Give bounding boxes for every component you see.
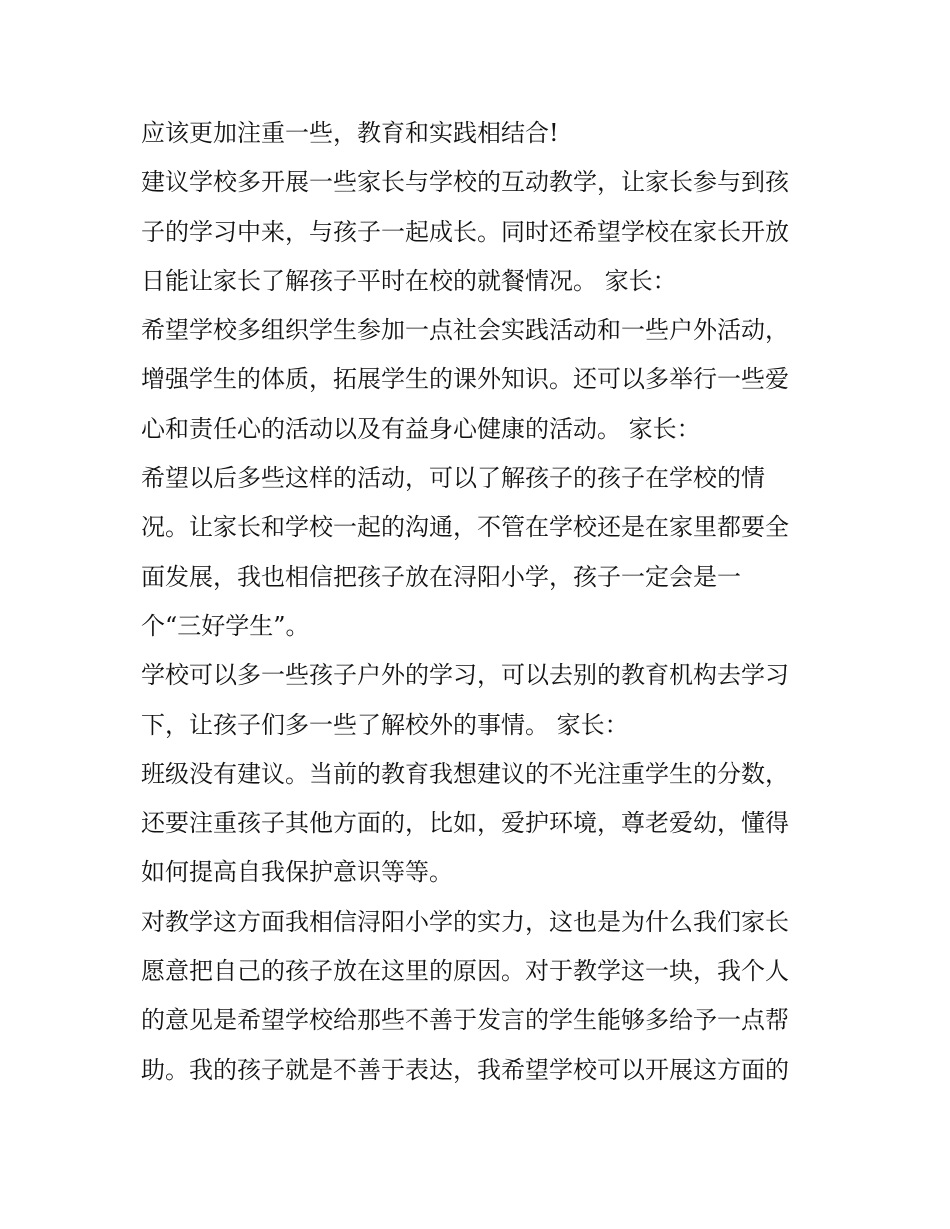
text-line: 日能让家长了解孩子平时在校的就餐情况。 家长： bbox=[141, 266, 677, 295]
text-line: 个“三好学生”。 bbox=[141, 611, 310, 640]
text-line: 面发展，我也相信把孩子放在浔阳小学，孩子一定会是一 bbox=[141, 562, 741, 591]
text-line: 愿意把自己的孩子放在这里的原因。对于教学这一块，我个人 bbox=[141, 957, 789, 986]
text-line: 班级没有建议。当前的教育我想建议的不光注重学生的分数， bbox=[141, 759, 789, 788]
text-line: 况。让家长和学校一起的沟通，不管在学校还是在家里都要全 bbox=[141, 513, 789, 542]
text-line: 建议学校多开展一些家长与学校的互动教学，让家长参与到孩 bbox=[141, 168, 789, 197]
document-body bbox=[141, 109, 821, 1095]
text-line: 希望学校多组织学生参加一点社会实践活动和一些户外活动， bbox=[141, 316, 789, 345]
text-line: 希望以后多些这样的活动，可以了解孩子的孩子在学校的情 bbox=[141, 464, 765, 493]
text-line: 对教学这方面我相信浔阳小学的实力，这也是为什么我们家长 bbox=[141, 907, 789, 936]
text-line: 学校可以多一些孩子户外的学习，可以去别的教育机构去学习 bbox=[141, 661, 789, 690]
text-line: 子的学习中来，与孩子一起成长。同时还希望学校在家长开放 bbox=[141, 217, 789, 246]
text-line: 心和责任心的活动以及有益身心健康的活动。 家长： bbox=[141, 414, 701, 443]
text-line: 如何提高自我保护意识等等。 bbox=[141, 858, 453, 887]
text-line: 应该更加注重一些，教育和实践相结合! bbox=[141, 119, 559, 147]
text-line: 助。我的孩子就是不善于表达，我希望学校可以开展这方面的 bbox=[141, 1055, 789, 1084]
text-line: 下，让孩子们多一些了解校外的事情。 家长： bbox=[141, 710, 629, 739]
text-line: 增强学生的体质，拓展学生的课外知识。还可以多举行一些爱 bbox=[141, 365, 789, 394]
text-line: 的意见是希望学校给那些不善于发言的学生能够多给予一点帮 bbox=[141, 1006, 789, 1035]
text-line: 还要注重孩子其他方面的，比如，爱护环境，尊老爱幼，懂得 bbox=[141, 809, 789, 838]
